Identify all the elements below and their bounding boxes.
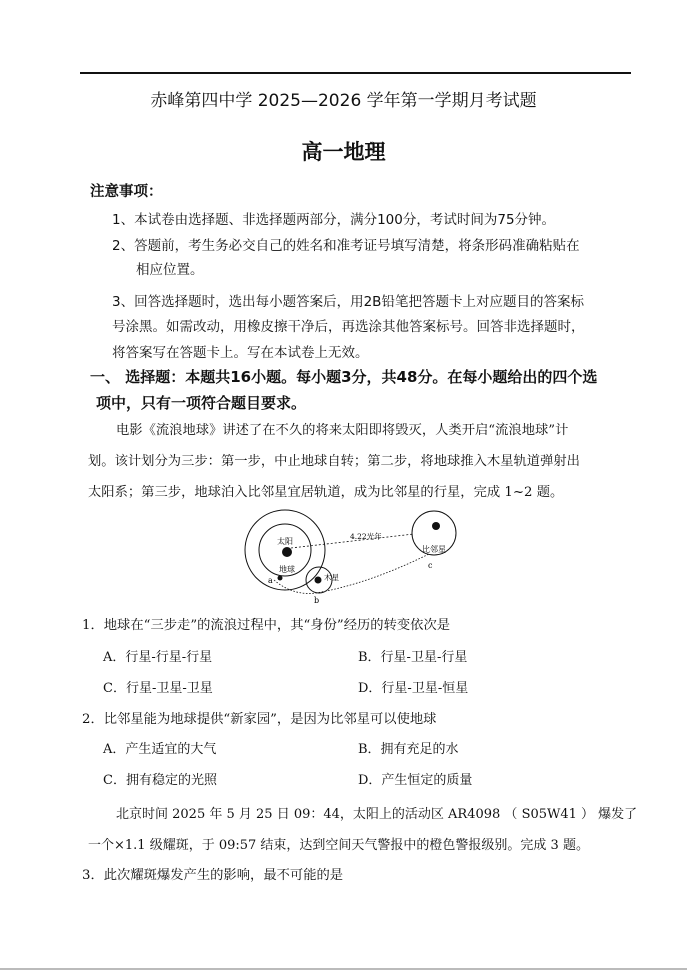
point-c-label: c bbox=[428, 561, 433, 570]
question-1-stem: 1．地球在“三步走”的流浪过程中，其“身份”经历的转变依次是 bbox=[82, 618, 451, 633]
proxima-label: 比邻星 bbox=[422, 545, 446, 554]
notice-line: 号涂黑。如需改动，用橡皮擦干净后，再选涂其他答案标号。回答非选择题时， bbox=[112, 319, 585, 335]
passage-line: 太阳系；第三步，地球泊入比邻星宜居轨道，成为比邻星的行星，完成 1~2 题。 bbox=[88, 485, 564, 500]
earth-dot bbox=[278, 576, 283, 581]
subject-title: 高一地理 bbox=[301, 140, 386, 164]
passage-2-line: 一个×1.1 级耀斑，于 09:57 结束，达到空间天气警报中的橙色警报级别。完成 3 题。 bbox=[88, 838, 589, 853]
question-1-option-c: C．行星-卫星-卫星 bbox=[103, 681, 213, 696]
distance-label: 4.22光年 bbox=[350, 532, 382, 541]
point-b-label: b bbox=[314, 596, 320, 605]
earth-label: 地球 bbox=[279, 565, 295, 574]
notice-line: 将答案写在答题卡上。写在本试卷上无效。 bbox=[112, 345, 369, 361]
question-2-option-c: C．拥有稳定的光照 bbox=[103, 773, 217, 788]
jupiter-label: 木星 bbox=[324, 573, 339, 582]
question-2-option-b: B．拥有充足的水 bbox=[358, 742, 459, 757]
passage-2-line: 北京时间 2025 年 5 月 25 日 09：44，太阳上的活动区 AR4098 （ S05W41 ） 爆发了 bbox=[116, 807, 638, 822]
sun-label: 太阳 bbox=[277, 537, 293, 546]
question-2-stem: 2．比邻星能为地球提供“新家园”，是因为比邻星可以使地球 bbox=[82, 712, 437, 727]
question-3-stem: 3．此次耀斑爆发产生的影响，最不可能的是 bbox=[82, 868, 344, 883]
bottom-rule bbox=[0, 968, 687, 970]
sun-dot bbox=[282, 547, 292, 557]
question-1-option-a: A．行星-行星-行星 bbox=[103, 650, 213, 665]
passage-line: 划。该计划分为三步：第一步，中止地球自转；第二步，将地球推入木星轨道弹射出 bbox=[88, 454, 580, 469]
question-2-option-a: A．产生适宜的大气 bbox=[103, 742, 217, 757]
point-a-label: a bbox=[268, 576, 273, 585]
exam-title: 赤峰第四中学 2025—2026 学年第一学期月考试题 bbox=[150, 91, 537, 111]
question-1-option-d: D．行星-卫星-恒星 bbox=[358, 681, 469, 696]
passage-line: 电影《流浪地球》讲述了在不久的将来太阳即将毁灭，人类开启“流浪地球”计 bbox=[116, 423, 569, 438]
jupiter-dot bbox=[315, 577, 322, 584]
orbit-diagram bbox=[243, 500, 471, 608]
notice-line: 相应位置。 bbox=[136, 262, 204, 278]
top-rule bbox=[80, 72, 631, 74]
notice-line: 1、本试卷由选择题、非选择题两部分，满分100分，考试时间为75分钟。 bbox=[112, 212, 556, 228]
section-heading: 一、 选择题：本题共16小题。每小题3分，共48分。在每小题给出的四个选 bbox=[90, 368, 598, 386]
question-1-option-b: B．行星-卫星-行星 bbox=[358, 650, 468, 665]
notice-line: 3、回答选择题时，选出每小题答案后，用2B铅笔把答题卡上对应题目的答案标 bbox=[112, 294, 584, 310]
section-heading-cont: 项中，只有一项符合题目要求。 bbox=[96, 394, 307, 412]
proxima-dot bbox=[432, 522, 440, 530]
question-2-option-d: D．产生恒定的质量 bbox=[358, 773, 473, 788]
notice-heading: 注意事项： bbox=[90, 184, 163, 200]
notice-line: 2、答题前，考生务必交自己的姓名和准考证号填写清楚，将条形码准确粘贴在 bbox=[112, 238, 580, 254]
